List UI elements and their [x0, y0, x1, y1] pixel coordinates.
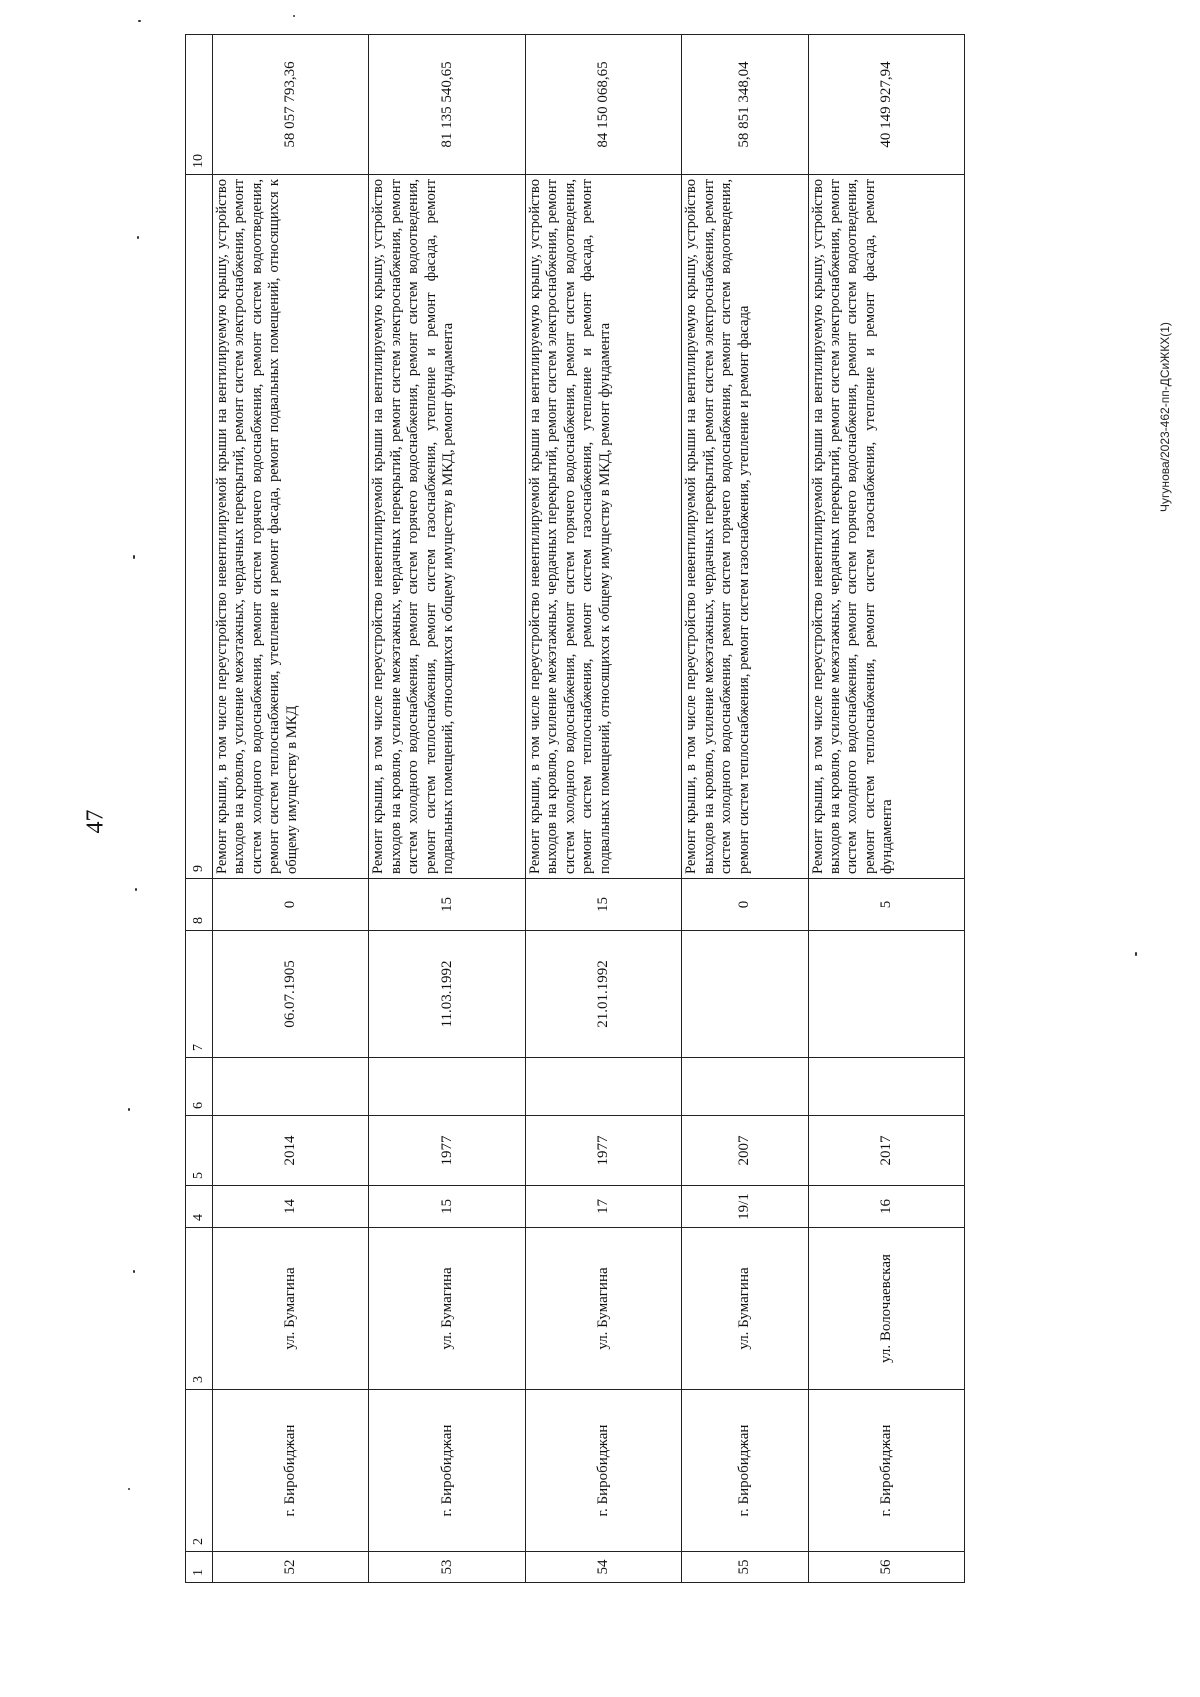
- column-header: 5: [186, 1116, 213, 1186]
- column-header: 9: [186, 175, 213, 879]
- column-6-cell: [682, 1058, 808, 1116]
- row-number: 52: [213, 1552, 369, 1583]
- table-rotated-container: [185, 35, 965, 1583]
- city-cell: г. Биробиджан: [369, 1390, 525, 1552]
- scan-speck: [1135, 952, 1137, 956]
- scan-speck: [133, 1270, 135, 1273]
- row-number: 56: [808, 1552, 965, 1583]
- table-row: [369, 35, 525, 1583]
- column-header: 2: [186, 1390, 213, 1552]
- column-header: 10: [186, 35, 213, 175]
- column-8-cell: 15: [369, 879, 525, 931]
- cost-cell: 84 150 068,65: [525, 35, 681, 175]
- works-description-cell: Ремонт крыши, в том числе переустройство невентилируемой крыши на вентилируемую крышу, устройство выходов на кровлю, усиление межэтажных, чердачных перекрытий, ремонт систем электроснабжения, ремонт систем холодного водоснабжения, ремонт систем горячего водоснабжения, ремонт систем водоотведения, ремонт систем теплоснабжения, ремонт систем газоснабжения, утепление и ремонт фасада: [682, 175, 808, 879]
- column-6-cell: [808, 1058, 965, 1116]
- date-cell: 06.07.1905: [213, 931, 369, 1058]
- works-description-cell: Ремонт крыши, в том числе переустройство невентилируемой крыши на вентилируемую крышу, устройство выходов на кровлю, усиление межэтажных, чердачных перекрытий, ремонт систем электроснабжения, ремонт систем холодного водоснабжения, ремонт систем горячего водоснабжения, ремонт систем водоотведения, ремонт систем теплоснабжения, утепление и ремонт фасада, ремонт подвальных помещений, относящихся к общему имуществу в МКД: [213, 175, 369, 879]
- city-cell: г. Биробиджан: [213, 1390, 369, 1552]
- scan-speck: [133, 555, 135, 559]
- column-header: 8: [186, 879, 213, 931]
- cost-cell: 81 135 540,65: [369, 35, 525, 175]
- works-description-cell: Ремонт крыши, в том числе переустройство невентилируемой крыши на вентилируемую крышу, устройство выходов на кровлю, усиление межэтажных, чердачных перекрытий, ремонт систем электроснабжения, ремонт систем холодного водоснабжения, ремонт систем горячего водоснабжения, ремонт систем водоотведения, ремонт систем теплоснабжения, ремонт систем газоснабжения, утепление и ремонт фасада, ремонт фундамента: [808, 175, 965, 879]
- scan-speck: [135, 888, 137, 891]
- column-header: 7: [186, 931, 213, 1058]
- column-6-cell: [525, 1058, 681, 1116]
- house-cell: 19/1: [682, 1186, 808, 1228]
- street-cell: ул. Бумагина: [213, 1228, 369, 1390]
- row-number: 54: [525, 1552, 681, 1583]
- date-cell: 11.03.1992: [369, 931, 525, 1058]
- row-number: 55: [682, 1552, 808, 1583]
- city-cell: г. Биробиджан: [525, 1390, 681, 1552]
- table-row: [213, 35, 369, 1583]
- city-cell: г. Биробиджан: [808, 1390, 965, 1552]
- year-cell: 1977: [525, 1116, 681, 1186]
- date-cell: [682, 931, 808, 1058]
- date-cell: 21.01.1992: [525, 931, 681, 1058]
- repair-program-table: [185, 34, 965, 1583]
- cost-cell: 58 851 348,04: [682, 35, 808, 175]
- year-cell: 1977: [369, 1116, 525, 1186]
- year-cell: 2014: [213, 1116, 369, 1186]
- house-cell: 14: [213, 1186, 369, 1228]
- street-cell: ул. Волочаевская: [808, 1228, 965, 1390]
- scan-speck: [138, 20, 141, 22]
- column-header: 6: [186, 1058, 213, 1116]
- city-cell: г. Биробиджан: [682, 1390, 808, 1552]
- column-header: 3: [186, 1228, 213, 1390]
- scan-speck: [128, 1488, 130, 1490]
- house-cell: 17: [525, 1186, 681, 1228]
- street-cell: ул. Бумагина: [525, 1228, 681, 1390]
- table-row: [808, 35, 965, 1583]
- table-row: [682, 35, 808, 1583]
- cost-cell: 40 149 927,94: [808, 35, 965, 175]
- table-row: [525, 35, 681, 1583]
- works-description-cell: Ремонт крыши, в том числе переустройство невентилируемой крыши на вентилируемую крышу, устройство выходов на кровлю, усиление межэтажных, чердачных перекрытий, ремонт систем электроснабжения, ремонт систем холодного водоснабжения, ремонт систем горячего водоснабжения, ремонт систем водоотведения, ремонт систем теплоснабжения, ремонт систем газоснабжения, утепление и ремонт фасада, ремонт подвальных помещений, относящихся к общему имуществу в МКД, ремонт фундамента: [369, 175, 525, 879]
- house-cell: 16: [808, 1186, 965, 1228]
- column-8-cell: 15: [525, 879, 681, 931]
- column-6-cell: [369, 1058, 525, 1116]
- column-8-cell: 0: [682, 879, 808, 931]
- column-number-row: [186, 35, 213, 1583]
- column-8-cell: 0: [213, 879, 369, 931]
- cost-cell: 58 057 793,36: [213, 35, 369, 175]
- street-cell: ул. Бумагина: [369, 1228, 525, 1390]
- row-number: 53: [369, 1552, 525, 1583]
- scan-speck: [293, 15, 295, 17]
- page-number: 47: [82, 809, 109, 834]
- footer-code: Чугунова/2023-462-пп-ДСиЖКХ(1): [1157, 322, 1172, 512]
- date-cell: [808, 931, 965, 1058]
- column-6-cell: [213, 1058, 369, 1116]
- scan-speck: [137, 236, 139, 239]
- column-header: 4: [186, 1186, 213, 1228]
- house-cell: 15: [369, 1186, 525, 1228]
- column-header: 1: [186, 1552, 213, 1583]
- street-cell: ул. Бумагина: [682, 1228, 808, 1390]
- column-8-cell: 5: [808, 879, 965, 931]
- works-description-cell: Ремонт крыши, в том числе переустройство невентилируемой крыши на вентилируемую крышу, устройство выходов на кровлю, усиление межэтажных, чердачных перекрытий, ремонт систем электроснабжения, ремонт систем холодного водоснабжения, ремонт систем горячего водоснабжения, ремонт систем водоотведения, ремонт систем теплоснабжения, ремонт систем газоснабжения, утепление и ремонт фасада, ремонт подвальных помещений, относящихся к общему имуществу в МКД, ремонт фундамента: [525, 175, 681, 879]
- year-cell: 2017: [808, 1116, 965, 1186]
- year-cell: 2007: [682, 1116, 808, 1186]
- scan-speck: [128, 1108, 130, 1111]
